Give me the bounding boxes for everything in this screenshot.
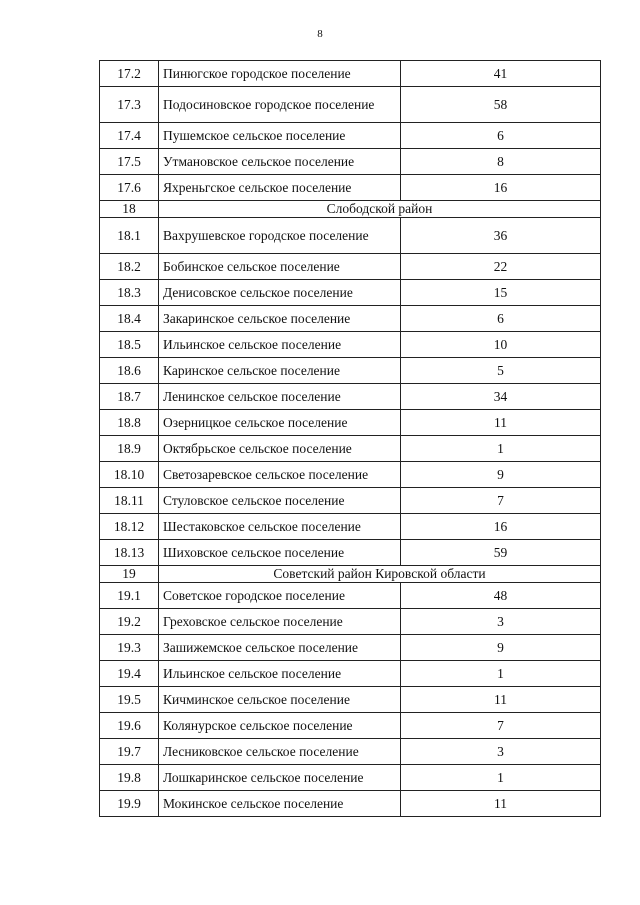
settlement-name: Светозаревское сельское поселение xyxy=(159,462,401,488)
row-number: 18.3 xyxy=(100,280,159,306)
row-number: 19.9 xyxy=(100,791,159,817)
row-number: 18.11 xyxy=(100,488,159,514)
section-title: Слободской район xyxy=(159,201,601,218)
table-row xyxy=(100,61,601,87)
settlement-count: 36 xyxy=(401,218,601,254)
settlement-count: 7 xyxy=(401,488,601,514)
settlement-name: Каринское сельское поселение xyxy=(159,358,401,384)
table-row xyxy=(100,149,601,175)
settlement-name: Бобинское сельское поселение xyxy=(159,254,401,280)
row-number: 19.1 xyxy=(100,583,159,609)
settlement-name: Советское городское поселение xyxy=(159,583,401,609)
settlement-count: 58 xyxy=(401,87,601,123)
row-number: 18.5 xyxy=(100,332,159,358)
settlement-name: Октябрьское сельское поселение xyxy=(159,436,401,462)
table-row xyxy=(100,123,601,149)
settlement-count: 16 xyxy=(401,175,601,201)
table-row xyxy=(100,514,601,540)
table-row xyxy=(100,687,601,713)
table-row xyxy=(100,462,601,488)
row-number: 17.4 xyxy=(100,123,159,149)
row-number: 17.6 xyxy=(100,175,159,201)
table-row xyxy=(100,583,601,609)
settlement-name: Мокинское сельское поселение xyxy=(159,791,401,817)
table-row xyxy=(100,410,601,436)
row-number: 18.1 xyxy=(100,218,159,254)
settlement-name: Шестаковское сельское поселение xyxy=(159,514,401,540)
settlement-count: 59 xyxy=(401,540,601,566)
row-number: 17.3 xyxy=(100,87,159,123)
settlement-name: Закаринское сельское поселение xyxy=(159,306,401,332)
settlement-count: 7 xyxy=(401,713,601,739)
row-number: 18.2 xyxy=(100,254,159,280)
settlement-count: 8 xyxy=(401,149,601,175)
table-row xyxy=(100,609,601,635)
row-number: 18.4 xyxy=(100,306,159,332)
settlement-count: 1 xyxy=(401,661,601,687)
settlement-name: Озерницкое сельское поселение xyxy=(159,410,401,436)
settlement-count: 5 xyxy=(401,358,601,384)
table-row xyxy=(100,436,601,462)
row-number: 19.2 xyxy=(100,609,159,635)
settlement-count: 34 xyxy=(401,384,601,410)
settlement-count: 3 xyxy=(401,739,601,765)
page-number: 8 xyxy=(317,28,323,40)
settlement-name: Ленинское сельское поселение xyxy=(159,384,401,410)
settlement-name: Утмановское сельское поселение xyxy=(159,149,401,175)
settlement-name: Пинюгское городское поселение xyxy=(159,61,401,87)
settlement-count: 9 xyxy=(401,462,601,488)
row-number: 19.3 xyxy=(100,635,159,661)
settlement-name: Подосиновское городское поселение xyxy=(159,87,401,123)
settlement-count: 6 xyxy=(401,306,601,332)
row-number: 18.6 xyxy=(100,358,159,384)
settlement-name: Греховское сельское поселение xyxy=(159,609,401,635)
row-number: 18.10 xyxy=(100,462,159,488)
settlement-count: 1 xyxy=(401,765,601,791)
table-row xyxy=(100,218,601,254)
row-number: 18.8 xyxy=(100,410,159,436)
settlement-name: Денисовское сельское поселение xyxy=(159,280,401,306)
section-header-row xyxy=(100,566,601,583)
settlement-count: 10 xyxy=(401,332,601,358)
row-number: 19.7 xyxy=(100,739,159,765)
row-number: 19.4 xyxy=(100,661,159,687)
settlement-count: 11 xyxy=(401,791,601,817)
row-number: 18.13 xyxy=(100,540,159,566)
settlement-name: Ильинское сельское поселение xyxy=(159,661,401,687)
settlement-name: Зашижемское сельское поселение xyxy=(159,635,401,661)
settlement-name: Ильинское сельское поселение xyxy=(159,332,401,358)
table-row xyxy=(100,540,601,566)
table-row xyxy=(100,635,601,661)
row-number: 17.2 xyxy=(100,61,159,87)
settlement-count: 48 xyxy=(401,583,601,609)
settlement-name: Шиховское сельское поселение xyxy=(159,540,401,566)
row-number: 18.7 xyxy=(100,384,159,410)
table-row xyxy=(100,713,601,739)
table-row xyxy=(100,306,601,332)
settlement-name: Стуловское сельское поселение xyxy=(159,488,401,514)
row-number: 17.5 xyxy=(100,149,159,175)
settlements-table xyxy=(99,60,601,817)
section-number: 19 xyxy=(100,566,159,583)
table-row xyxy=(100,384,601,410)
settlement-name: Яхреньгское сельское поселение xyxy=(159,175,401,201)
table-row xyxy=(100,332,601,358)
row-number: 19.5 xyxy=(100,687,159,713)
settlement-count: 1 xyxy=(401,436,601,462)
settlement-count: 15 xyxy=(401,280,601,306)
settlement-count: 16 xyxy=(401,514,601,540)
row-number: 19.8 xyxy=(100,765,159,791)
section-title: Советский район Кировской области xyxy=(159,566,601,583)
settlements-table-body xyxy=(100,61,601,817)
table-row xyxy=(100,765,601,791)
row-number: 18.9 xyxy=(100,436,159,462)
section-header-row xyxy=(100,201,601,218)
settlement-count: 9 xyxy=(401,635,601,661)
table-row xyxy=(100,488,601,514)
table-row xyxy=(100,358,601,384)
settlement-count: 11 xyxy=(401,687,601,713)
table-row xyxy=(100,791,601,817)
table-row xyxy=(100,739,601,765)
settlement-name: Кичминское сельское поселение xyxy=(159,687,401,713)
table-row xyxy=(100,175,601,201)
settlement-count: 6 xyxy=(401,123,601,149)
row-number: 18.12 xyxy=(100,514,159,540)
settlement-count: 3 xyxy=(401,609,601,635)
table-row xyxy=(100,254,601,280)
table-row xyxy=(100,661,601,687)
row-number: 19.6 xyxy=(100,713,159,739)
table-row xyxy=(100,280,601,306)
settlement-count: 11 xyxy=(401,410,601,436)
settlement-name: Пушемское сельское поселение xyxy=(159,123,401,149)
settlement-count: 22 xyxy=(401,254,601,280)
settlement-name: Вахрушевское городское поселение xyxy=(159,218,401,254)
settlement-name: Колянурское сельское поселение xyxy=(159,713,401,739)
settlement-name: Лошкаринское сельское поселение xyxy=(159,765,401,791)
settlement-count: 41 xyxy=(401,61,601,87)
settlement-name: Лесниковское сельское поселение xyxy=(159,739,401,765)
table-row xyxy=(100,87,601,123)
section-number: 18 xyxy=(100,201,159,218)
